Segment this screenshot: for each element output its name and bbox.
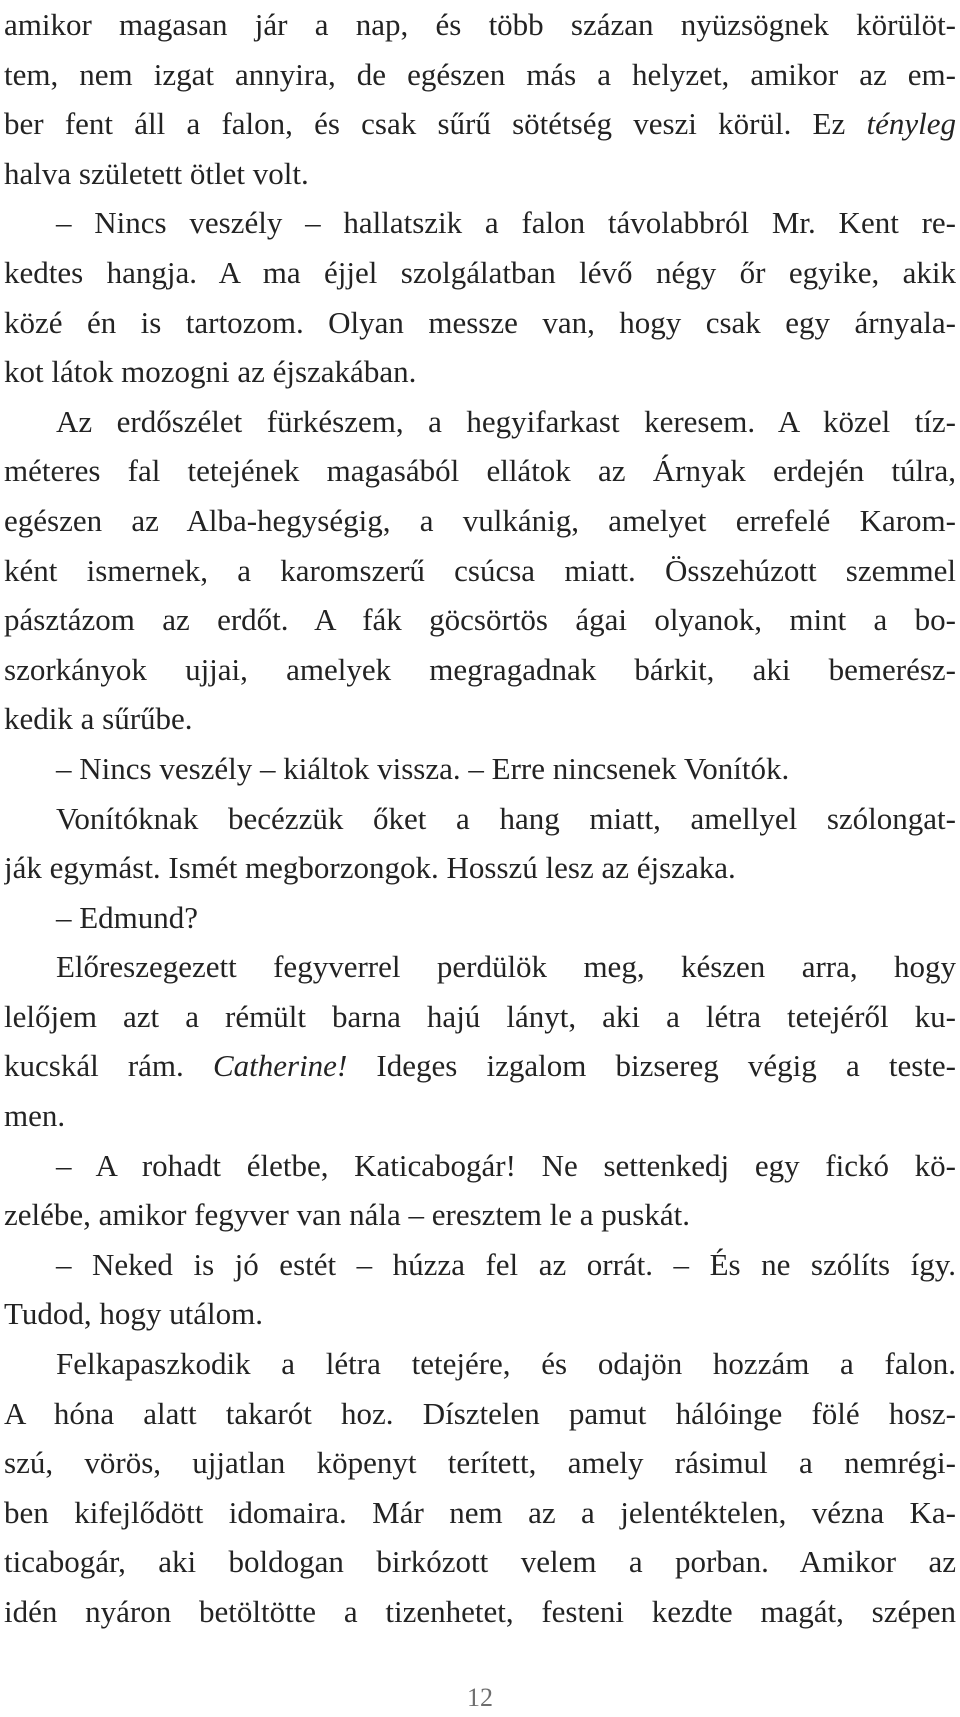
text-line: amikor magasan jár a nap, és több százan nyüzsögnek körülöt- [4,7,956,42]
text-line: zelébe, amikor fegyver van nála – eresztem le a puskát. [4,1197,690,1233]
text-line: A hóna alatt takarót hoz. Dísztelen pamut hálóinge fölé hosz- [4,1395,956,1431]
text-line: halva született ötlet volt. [4,155,309,191]
text-line: közé én is tartozom. Olyan messze van, hogy csak egy árnyala- [4,304,956,340]
text-line: szorkányok ujjai, amelyek megragadnak bárkit, aki bemerész- [4,651,956,687]
text-line: Vonítóknak becézzük őket a hang miatt, amellyel szólongat- [56,800,956,836]
text-line: kedtes hangja. A ma éjjel szolgálatban lévő négy őr egyike, akik [4,254,956,290]
text-line: – Edmund? [56,899,199,935]
text-line: kot látok mozogni az éjszakában. [4,354,417,390]
text-line: – Neked is jó estét – húzza fel az orrát. – És ne szólíts így. [56,1246,956,1282]
text-line: Tudod, hogy utálom. [4,1296,263,1332]
page-number: 12 [467,1683,493,1712]
text-line: idén nyáron betöltötte a tizenhetet, festeni kezdte magát, szépen [4,1594,956,1629]
text-line: ják egymást. Ismét megborzongok. Hosszú lesz az éjszaka. [4,850,736,886]
body-text [4,0,956,1637]
text-line: – Nincs veszély – kiáltok vissza. – Erre nincsenek Vonítók. [56,750,790,786]
text-line: Felkapaszkodik a létra tetejére, és odajön hozzám a falon. [56,1346,956,1382]
text-line: kedik a sűrűbe. [4,701,193,737]
text-line: szú, vörös, ujjatlan köpenyt terített, amely rásimul a nemrégi- [4,1445,956,1481]
text-line: ként ismernek, a karomszerű csúcsa miatt. Összehúzott szemmel [4,552,956,588]
text-line: men. [4,1098,66,1134]
text-line: ticabogár, aki boldogan birkózott velem a porban. Amikor az [4,1544,956,1580]
text-line: Az erdőszélet fürkészem, a hegyifarkast keresem. A közel tíz- [56,403,956,439]
text-line: Előreszegezett fegyverrel perdülök meg, készen arra, hogy [56,949,956,985]
text-line: egészen az Alba-hegységig, a vulkánig, amelyet errefelé Karom- [4,502,956,538]
text-line: ben kifejlődött idomaira. Már nem az a jelentéktelen, vézna Ka- [4,1494,956,1530]
text-line: kucskál rám. Catherine! Ideges izgalom bizsereg végig a teste- [4,1048,956,1084]
text-line: méteres fal tetejének magasából ellátok az Árnyak erdején túlra, [4,453,956,489]
text-line: ber fent áll a falon, és csak sűrű sötétség veszi körül. Ez tényleg [4,106,956,142]
text-line: pásztázom az erdőt. A fák göcsörtös ágai olyanok, mint a bo- [4,602,956,638]
text-line: – Nincs veszély – hallatszik a falon távolabbról Mr. Kent re- [56,205,956,241]
text-line: lelőjem azt a rémült barna hajú lányt, aki a létra tetejéről ku- [4,998,956,1034]
text-line: – A rohadt életbe, Katicabogár! Ne settenkedj egy fickó kö- [56,1147,956,1183]
text-line: tem, nem izgat annyira, de egészen más a helyzet, amikor az em- [4,56,956,92]
